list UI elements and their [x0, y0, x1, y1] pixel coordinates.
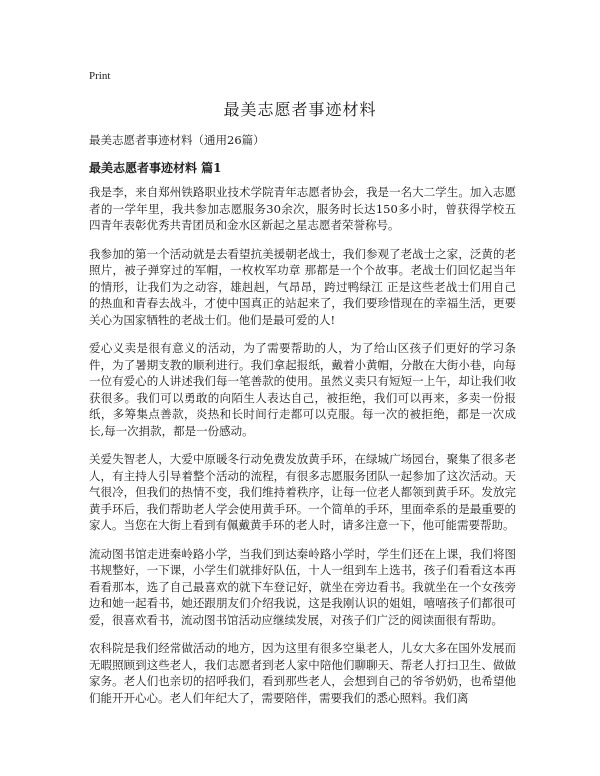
paragraph-1: 我是李，来自郑州铁路职业技术学院青年志愿者协会，我是一名大二学生。加入志愿者的一学年里，我共参加志愿服务30余次，服务时长达150多小时，曾获得学校五四青年表彰优秀共青团员和金水区新起之星志愿者荣誉称号。: [89, 185, 516, 232]
paragraph-6: 农科院是我们经常做活动的地方，因为这里有很多空巢老人，儿女大多在国外发展而无暇照顾到这些老人，我们志愿者到老人家中陪他们聊聊天、帮老人打扫卫生、做做家务。老人们也亲切的招呼我们，看到那些老人，会想到自己的爷爷奶奶，也希望他们能开开心心。老人们年纪大了，需要陪伴，需要我们的悉心照料。我们离: [89, 641, 516, 705]
page-title: 最美志愿者事迹材料: [223, 100, 377, 119]
paragraph-5: 流动图书馆走进秦岭路小学，当我们到达秦岭路小学时，学生们还在上课，我们将图书规整好，一下课，小学生们就排好队伍，十人一组到车上选书，孩子们看看这本再看看那本，选了自己最喜欢的就下车登记好，就坐在旁边看书。我就坐在一个女孩旁边和她一起看书，她还跟朋友们介绍我说，这是我刚认识的姐姐，嘻嘻孩子们都很可爱，很喜欢看书，流动图书馆活动应继续发展，对孩子们广泛的阅读面很有帮助。: [89, 546, 516, 627]
article-body: [89, 184, 516, 718]
paragraph-2: 我参加的第一个活动就是去看望抗美援朝老战士，我们参观了老战士之家，泛黄的老照片，被子弹穿过的军帽，一枚枚军功章 那都是一个个故事。老战士们回忆起当年的情形，让我们为之动容，雄赳赳，气昂昂，跨过鸭绿江 正是这些老战士们用自己的热血和青春去战斗，才使中国真正的站起来了，我们要珍惜现在的幸福生活，更要关心为国家牺牲的老战士们。他们是最可爱的人!: [89, 246, 516, 327]
print-link[interactable]: Print: [89, 70, 111, 82]
paragraph-3: 爱心义卖是很有意义的活动，为了需要帮助的人，为了给山区孩子们更好的学习条件，为了暑期支教的顺利进行。我们拿起报纸，戴着小黄帽，分散在大街小巷，向每一位有爱心的人讲述我们每一笔善款的使用。虽然义卖只有短短一上午，却让我们收获很多。我们可以勇敢的向陌生人表达自己，被拒绝，我们可以再来，多卖一份报纸，多筹集点善款，炎热和长时间行走都可以克服。每一次的被拒绝，都是一次成长,每一次捐款，都是一份感动。: [89, 341, 516, 438]
paragraph-4: 关爱失智老人，大爱中原暖冬行动免费发放黄手环，在绿城广场园台，聚集了很多老人，有主持人引导着整个活动的流程，有很多志愿服务团队一起参加了这次活动。天气很冷，但我们的热情不变，我们维持着秩序，让每一位老人都领到黄手环。发放完黄手环后，我们帮助老人学会使用黄手环。一个简单的手环，里面牵系的是最重要的家人。当您在大街上看到有佩戴黄手环的老人时，请多注意一下，他可能需要帮助。: [89, 452, 516, 532]
document-subtitle: 最美志愿者事迹材料（通用26篇）: [89, 133, 265, 147]
section-heading: 最美志愿者事迹材料 篇1: [89, 161, 222, 175]
